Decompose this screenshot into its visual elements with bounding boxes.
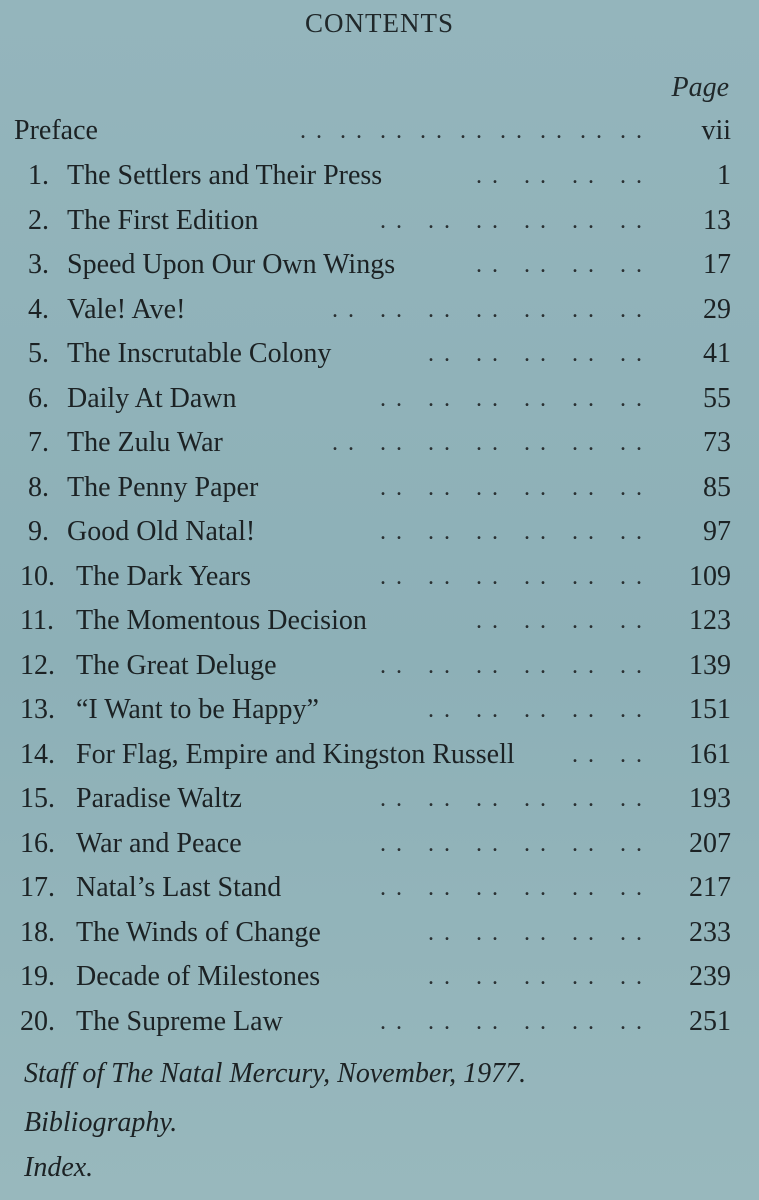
toc-entry-number: 13. <box>20 694 55 725</box>
toc-entry-number: 6. <box>28 382 49 414</box>
toc-entry-page: 85 <box>703 471 731 503</box>
back-matter-staff[interactable]: Staff of The Natal Mercury, November, 1977. <box>24 1058 527 1089</box>
toc-entry-number: 8. <box>28 471 49 503</box>
toc-entry[interactable] <box>0 201 759 241</box>
toc-entry-page: 239 <box>689 961 731 992</box>
toc-entry-title: For Flag, Empire and Kingston Russell <box>76 738 515 770</box>
toc-entry-number: 3. <box>28 249 49 280</box>
toc-entry-page: 193 <box>689 783 731 814</box>
toc-entry-title: The First Edition <box>67 204 259 236</box>
toc-entry-number: 14. <box>20 738 55 770</box>
toc-entry-title: Decade of Milestones <box>76 961 321 992</box>
toc-entry[interactable] <box>0 824 759 864</box>
toc-entry-page: 1 <box>717 160 731 191</box>
toc-entry-preface[interactable] <box>0 111 759 151</box>
toc-entry-number: 2. <box>28 204 49 236</box>
toc-entry-page: 97 <box>703 516 731 547</box>
toc-entry-number: 18. <box>20 916 55 948</box>
toc-entry-title: War and Peace <box>76 827 242 859</box>
toc-entry-title: The Dark Years <box>76 560 251 592</box>
toc-entry-page: 41 <box>703 338 731 369</box>
toc-entry-title: “I Want to be Happy” <box>76 694 319 725</box>
toc-entry-number: 5. <box>28 338 49 369</box>
toc-leader-dots: . . . . . . . . . . . . <box>380 519 644 545</box>
toc-entry[interactable] <box>0 156 759 196</box>
toc-entry[interactable] <box>0 913 759 953</box>
toc-leader-dots: . . . . . . . . . . . . <box>380 1008 644 1035</box>
toc-entry-number: 1. <box>28 160 49 191</box>
toc-leader-dots: . . . . . . . . . . . . <box>380 207 644 234</box>
toc-entry-number: 4. <box>28 293 49 325</box>
toc-leader-dots: . . . . . . . . . . <box>428 341 644 367</box>
toc-entry-title: The Great Deluge <box>76 649 277 681</box>
toc-leader-dots: . . . . . . . . . . . . <box>380 830 644 857</box>
toc-entry-number: 11. <box>20 605 54 636</box>
toc-entry-page: 161 <box>689 738 731 770</box>
toc-leader-dots: . . . . . . . . . . . . . . . . . . <box>300 118 644 144</box>
toc-entry-title: The Zulu War <box>67 427 223 458</box>
toc-entry-number: 16. <box>20 827 55 859</box>
toc-leader-dots: . . . . . . . . . . . . . . <box>332 430 644 456</box>
toc-entry-page: 251 <box>689 1005 731 1037</box>
toc-entry-page: 139 <box>689 649 731 681</box>
toc-entry-title: Vale! Ave! <box>67 293 186 325</box>
toc-leader-dots: . . . . . . . . . . . . <box>380 474 644 501</box>
back-matter-index[interactable]: Index. <box>24 1152 94 1183</box>
toc-entry-title: The Penny Paper <box>67 471 259 503</box>
toc-entry[interactable] <box>0 1002 759 1042</box>
toc-entry-number: 12. <box>20 649 55 681</box>
toc-entry[interactable] <box>0 868 759 908</box>
toc-entry-page: 109 <box>689 560 731 592</box>
toc-entry-number: 9. <box>28 516 49 547</box>
toc-entry-page: vii <box>701 115 731 146</box>
toc-entry[interactable] <box>0 379 759 419</box>
toc-entry-title: Paradise Waltz <box>76 783 242 814</box>
toc-entry-number: 10. <box>20 560 55 592</box>
toc-entry-page: 233 <box>689 916 731 948</box>
toc-entry-page: 151 <box>689 694 731 725</box>
toc-leader-dots: . . . . . . . . . . . . <box>380 652 644 679</box>
toc-entry-page: 17 <box>703 249 731 280</box>
toc-leader-dots: . . . . . . . . . . <box>428 919 644 946</box>
toc-entry[interactable] <box>0 468 759 508</box>
toc-entry[interactable] <box>0 245 759 285</box>
toc-entry-title: Natal’s Last Stand <box>76 872 282 903</box>
toc-entry[interactable] <box>0 646 759 686</box>
toc-leader-dots: . . . . <box>572 741 644 768</box>
toc-entry-number: 17. <box>20 872 55 903</box>
toc-leader-dots: . . . . . . . . <box>476 608 644 634</box>
toc-leader-dots: . . . . . . . . <box>476 163 644 189</box>
toc-entry-title: Speed Upon Our Own Wings <box>67 249 396 280</box>
toc-leader-dots: . . . . . . . . <box>476 252 644 278</box>
toc-entry-number: 15. <box>20 783 55 814</box>
toc-leader-dots: . . . . . . . . . . . . <box>380 875 644 901</box>
toc-entry-title: Daily At Dawn <box>67 382 237 414</box>
toc-entry[interactable] <box>0 512 759 552</box>
toc-entry[interactable] <box>0 957 759 997</box>
toc-entry[interactable] <box>0 423 759 463</box>
toc-entry[interactable] <box>0 557 759 597</box>
toc-entry-page: 217 <box>689 872 731 903</box>
toc-entry[interactable] <box>0 690 759 730</box>
toc-entry[interactable] <box>0 735 759 775</box>
toc-leader-dots: . . . . . . . . . . . . <box>380 385 644 412</box>
toc-entry-page: 207 <box>689 827 731 859</box>
toc-leader-dots: . . . . . . . . . . . . . . <box>332 296 644 323</box>
toc-entry-page: 13 <box>703 204 731 236</box>
toc-entry-title: Good Old Natal! <box>67 516 256 547</box>
toc-entry-page: 55 <box>703 382 731 414</box>
toc-entry[interactable] <box>0 334 759 374</box>
toc-entry[interactable] <box>0 601 759 641</box>
toc-leader-dots: . . . . . . . . . . <box>428 964 644 990</box>
toc-entry-page: 29 <box>703 293 731 325</box>
toc-entry-title: The Winds of Change <box>76 916 321 948</box>
toc-entry-number: 20. <box>20 1005 55 1037</box>
page-column-heading: Page <box>671 72 729 103</box>
toc-entry-number: 19. <box>20 961 55 992</box>
toc-entry-title: Preface <box>14 115 98 146</box>
toc-entry-title: The Momentous Decision <box>76 605 367 636</box>
toc-entry-title: The Inscrutable Colony <box>67 338 332 369</box>
toc-leader-dots: . . . . . . . . . . . . <box>380 563 644 590</box>
toc-entry[interactable] <box>0 779 759 819</box>
toc-entry-number: 7. <box>28 427 49 458</box>
toc-entry-title: The Supreme Law <box>76 1005 283 1037</box>
toc-entry-page: 73 <box>703 427 731 458</box>
back-matter-bibliography[interactable]: Bibliography. <box>24 1107 178 1138</box>
toc-leader-dots: . . . . . . . . . . . . <box>380 786 644 812</box>
toc-entry-title: The Settlers and Their Press <box>67 160 383 191</box>
toc-entry[interactable] <box>0 290 759 330</box>
toc-entry-page: 123 <box>689 605 731 636</box>
page-title: CONTENTS <box>305 8 454 38</box>
toc-leader-dots: . . . . . . . . . . <box>428 697 644 723</box>
